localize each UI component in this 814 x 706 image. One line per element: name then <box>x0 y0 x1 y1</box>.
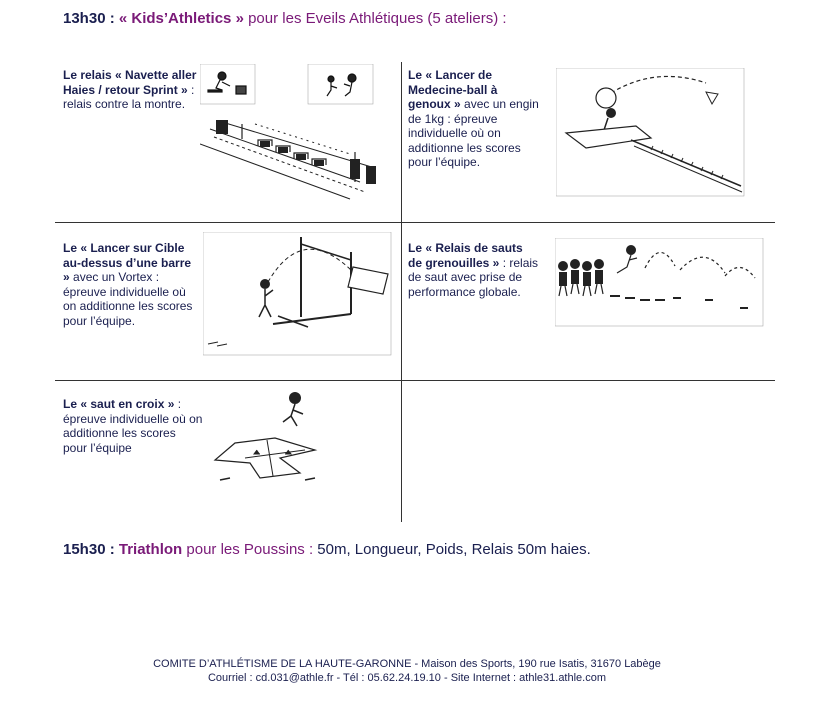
saut-en-croix-illustration <box>205 388 335 493</box>
heading-mid: pour les Poussins : <box>186 541 314 558</box>
atelier-relais-navette <box>63 68 198 112</box>
heading-text: pour les Eveils Athlétiques (5 ateliers) : <box>248 10 507 27</box>
atelier-lancer-cible <box>63 241 198 328</box>
atelier-description: : relais de saut avec prise de performance globale. <box>408 255 539 299</box>
atelier-title: Le « Lancer de Medecine-ball à genoux » <box>408 68 498 111</box>
relais-grenouilles-illustration <box>555 238 765 328</box>
grid-horizontal-divider-2 <box>55 380 775 381</box>
heading-time: 15h30 : <box>63 541 115 558</box>
grid-horizontal-divider-1 <box>55 222 775 223</box>
atelier-description: : épreuve individuelle où on additionne les scores pour l’équipe <box>63 397 203 455</box>
heading-time: 13h30 : <box>63 10 115 27</box>
atelier-title: Le « Lancer sur Cible au-dessus d’une barre » <box>63 241 192 284</box>
lancer-medecine-ball-illustration <box>556 68 746 198</box>
atelier-title: Le relais « Navette aller Haies / retour Sprint » <box>63 68 197 97</box>
atelier-title: Le « saut en croix » <box>63 397 175 411</box>
heading-title: Triathlon <box>118 541 183 558</box>
heading-text: 50m, Longueur, Poids, Relais 50m haies. <box>317 541 591 558</box>
atelier-description: avec un Vortex : épreuve individuelle où on additionne les scores pour l’équipe. <box>63 270 193 328</box>
footer <box>0 657 814 685</box>
atelier-description: : relais contre la montre. <box>63 82 195 111</box>
heading-1530 <box>63 541 591 558</box>
atelier-title: Le « Relais de sauts de grenouilles » <box>408 241 523 270</box>
atelier-relais-grenouilles <box>408 241 540 299</box>
grid-vertical-divider <box>401 62 402 522</box>
footer-contact: Courriel : cd.031@athle.fr - Tél : 05.62.24.19.10 - Site Internet : athle31.athle.com <box>207 672 607 684</box>
relais-navette-illustration <box>200 64 390 209</box>
atelier-description: avec un engin de 1kg : épreuve individuelle où on additionne les scores pour l’équipe. <box>408 97 539 169</box>
heading-title: « Kids’Athletics » <box>118 10 244 27</box>
atelier-saut-en-croix <box>63 397 203 455</box>
lancer-cible-illustration <box>203 232 393 357</box>
footer-address: COMITE D’ATHLÉTISME DE LA HAUTE-GARONNE - Maison des Sports, 190 rue Isatis, 31670 Labège <box>153 658 661 670</box>
heading-1330 <box>63 10 507 27</box>
atelier-lancer-medecine-ball <box>408 68 540 170</box>
